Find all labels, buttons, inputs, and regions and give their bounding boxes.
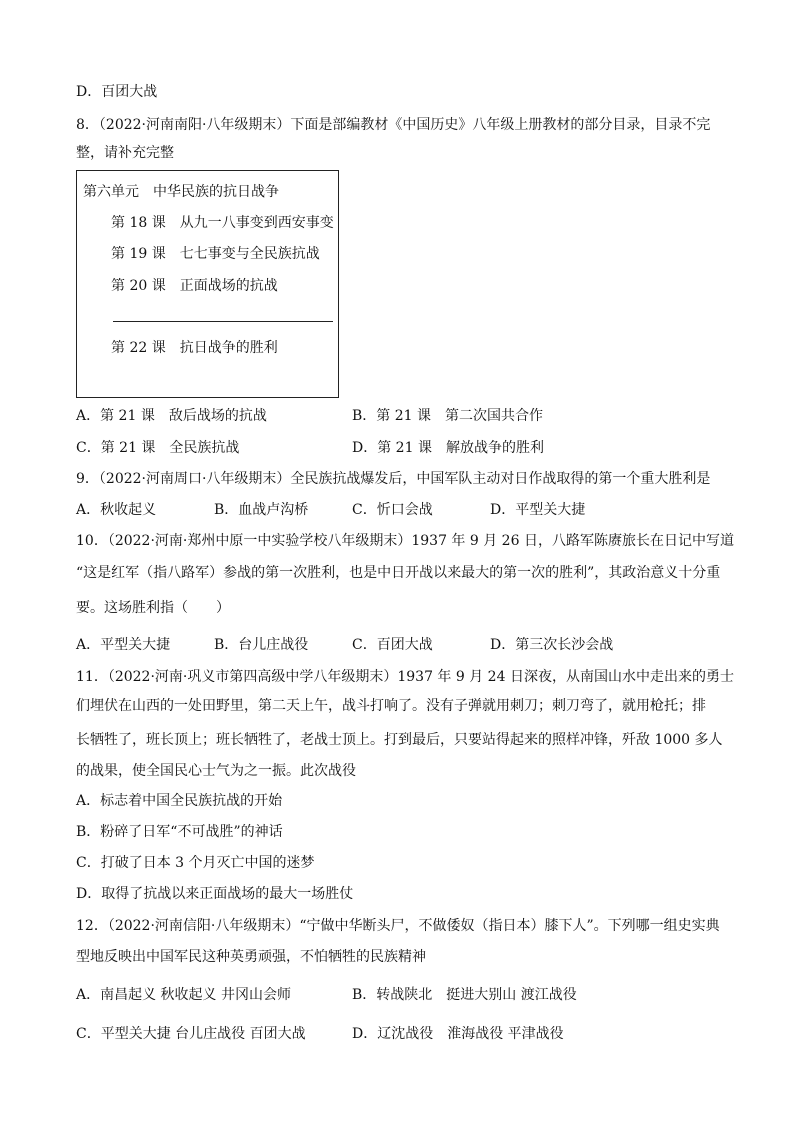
- option-d: D．第 21 课 解放战争的胜利: [352, 440, 544, 456]
- option-a: A．标志着中国全民族抗战的开始: [76, 793, 283, 809]
- option-c: C．第 21 课 全民族抗战: [76, 440, 240, 456]
- option-b: B．粉碎了日军“不可战胜”的神话: [76, 824, 283, 840]
- option-d: D．取得了抗战以来正面战场的最大一场胜仗: [76, 886, 354, 902]
- option-a: A．第 21 课 敌后战场的抗战: [76, 408, 267, 424]
- option-d: D．辽沈战役 淮海战役 平津战役: [352, 1026, 564, 1042]
- option-c: C．打破了日本 3 个月灭亡中国的迷梦: [76, 855, 315, 871]
- option-b: B．第 21 课 第二次国共合作: [352, 408, 544, 424]
- option-a: A．平型关大捷: [76, 637, 171, 653]
- option-d: D．第三次长沙会战: [490, 637, 614, 653]
- question-stem-line: 11．（2022·河南·巩义市第四高级中学八年级期末）1937 年 9 月 24 日深夜，从南国山水中走出来的勇士: [76, 669, 734, 685]
- option-d: D．平型关大捷: [490, 502, 586, 518]
- toc-unit-title: 第六单元 中华民族的抗日战争: [83, 184, 279, 200]
- toc-blank-line: [113, 321, 333, 322]
- question-stem-line: 10．（2022·河南·郑州中原一中实验学校八年级期末）1937 年 9 月 26 日，八路军陈赓旅长在日记中写道: [76, 533, 734, 549]
- question-stem-line: 们埋伏在山西的一处田野里，第二天上午，战斗打响了。没有子弹就用刺刀；刺刀弯了，就用枪托；排: [76, 698, 706, 714]
- toc-lesson-22: 第 22 课 抗日战争的胜利: [111, 340, 278, 356]
- option-a: A．秋收起义: [76, 502, 157, 518]
- question-stem-line: 要。这场胜利指（ ）: [76, 600, 230, 616]
- toc-lesson-20: 第 20 课 正面战场的抗战: [111, 278, 278, 294]
- option-b: B．转战陕北 挺进大别山 渡江战役: [352, 987, 577, 1003]
- question-stem-line: 整，请补充完整: [76, 145, 174, 161]
- option-c: C．百团大战: [352, 637, 433, 653]
- option-d-prev: D．百团大战: [76, 84, 158, 100]
- option-c: C．忻口会战: [352, 502, 433, 518]
- question-stem-line: 9．（2022·河南周口·八年级期末）全民族抗战爆发后，中国军队主动对日作战取得的第一个重大胜利是: [76, 471, 711, 487]
- option-c: C．平型关大捷 台儿庄战役 百团大战: [76, 1026, 306, 1042]
- question-stem-line: 8．（2022·河南南阳·八年级期末）下面是部编教材《中国历史》八年级上册教材的部分目录，目录不完: [76, 117, 711, 133]
- question-stem-line: 12．（2022·河南信阳·八年级期末）“宁做中华断头尸，不做倭奴（指日本）膝下人”。下列哪一组史实典: [76, 918, 720, 934]
- question-stem-line: “这是红军（指八路军）参战的第一次胜利，也是中日开战以来最大的第一次的胜利”，其政治意义十分重: [76, 565, 721, 581]
- toc-lesson-18: 第 18 课 从九一八事变到西安事变: [111, 215, 334, 231]
- toc-lesson-19: 第 19 课 七七事变与全民族抗战: [111, 246, 320, 262]
- option-b: B．血战卢沟桥: [214, 502, 309, 518]
- option-a: A．南昌起义 秋收起义 井冈山会师: [76, 987, 292, 1003]
- option-b: B．台儿庄战役: [214, 637, 309, 653]
- table-of-contents-box: [76, 170, 339, 398]
- question-stem-line: 型地反映出中国军民这种英勇顽强，不怕牺牲的民族精神: [76, 949, 426, 965]
- question-stem-line: 的战果，使全国民心士气为之一振。此次战役: [76, 763, 356, 779]
- question-stem-line: 长牺牲了，班长顶上；班长牺牲了，老战士顶上。打到最后，只要站得起来的照样冲锋，歼敌 1000 多人: [76, 732, 723, 748]
